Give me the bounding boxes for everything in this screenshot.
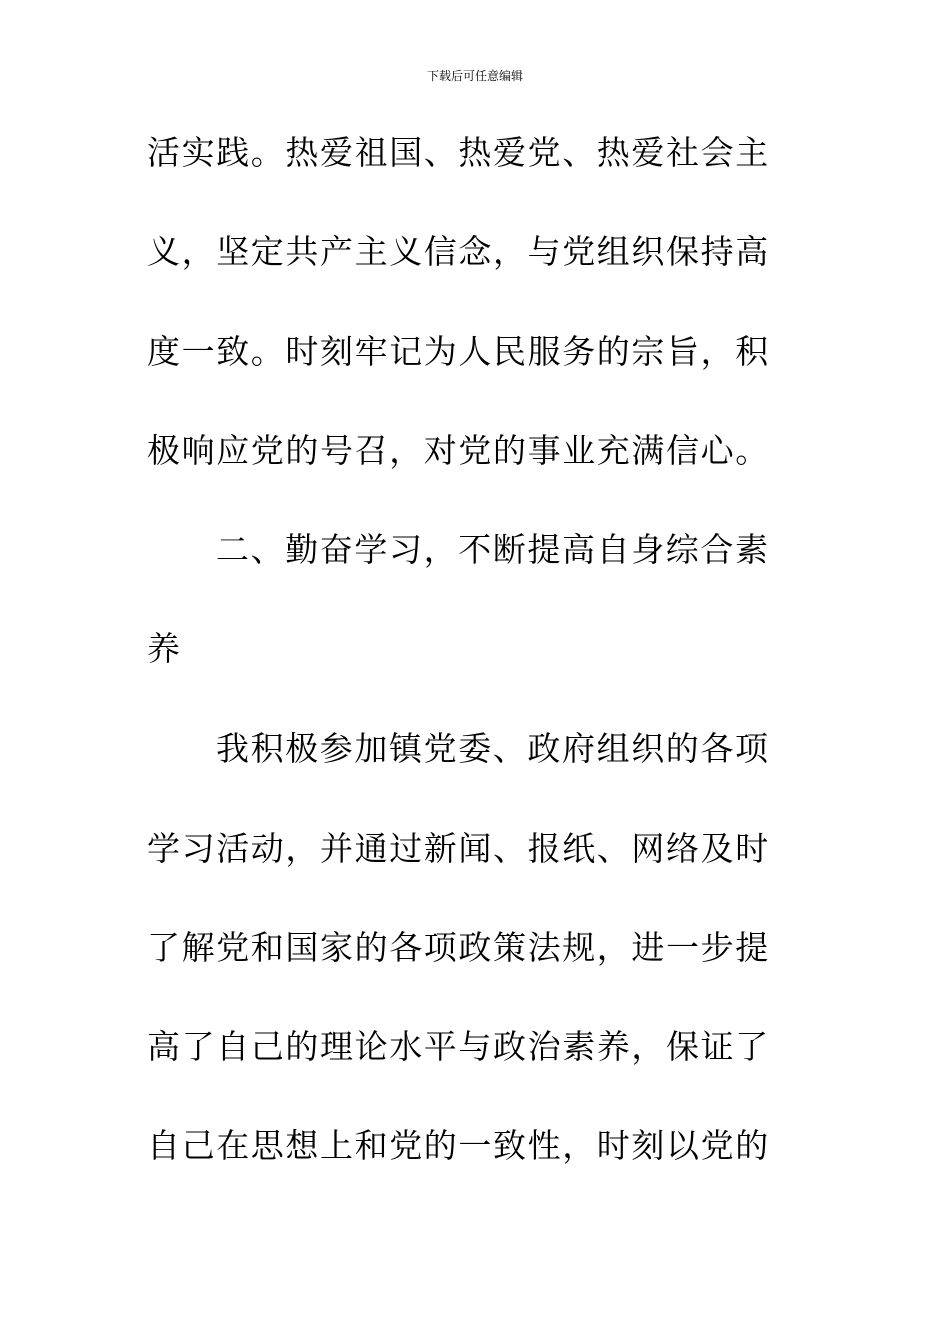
text-line: 度一致。时刻牢记为人民服务的宗旨，积 — [147, 332, 770, 371]
text-line: 高了自己的理论水平与政治素养，保证了 — [147, 1027, 770, 1066]
text-line: 自己在思想上和党的一致性，时刻以党的 — [147, 1126, 770, 1165]
text-line: 学习活动，并通过新闻、报纸、网络及时 — [147, 829, 770, 868]
text-line: 了解党和国家的各项政策法规，进一步提 — [147, 928, 770, 967]
section-heading-line: 二、勤奋学习，不断提高自身综合素 — [216, 530, 770, 569]
section-heading-line: 养 — [147, 629, 182, 668]
text-line: 极响应党的号召，对党的事业充满信心。 — [147, 431, 770, 470]
text-line: 义，坚定共产主义信念，与党组织保持高 — [147, 232, 770, 271]
page-header: 下载后可任意编辑 — [426, 69, 523, 83]
paragraph-first-line: 我积极参加镇党委、政府组织的各项 — [216, 729, 770, 768]
text-line: 活实践。热爱祖国、热爱党、热爱社会主 — [147, 133, 770, 172]
